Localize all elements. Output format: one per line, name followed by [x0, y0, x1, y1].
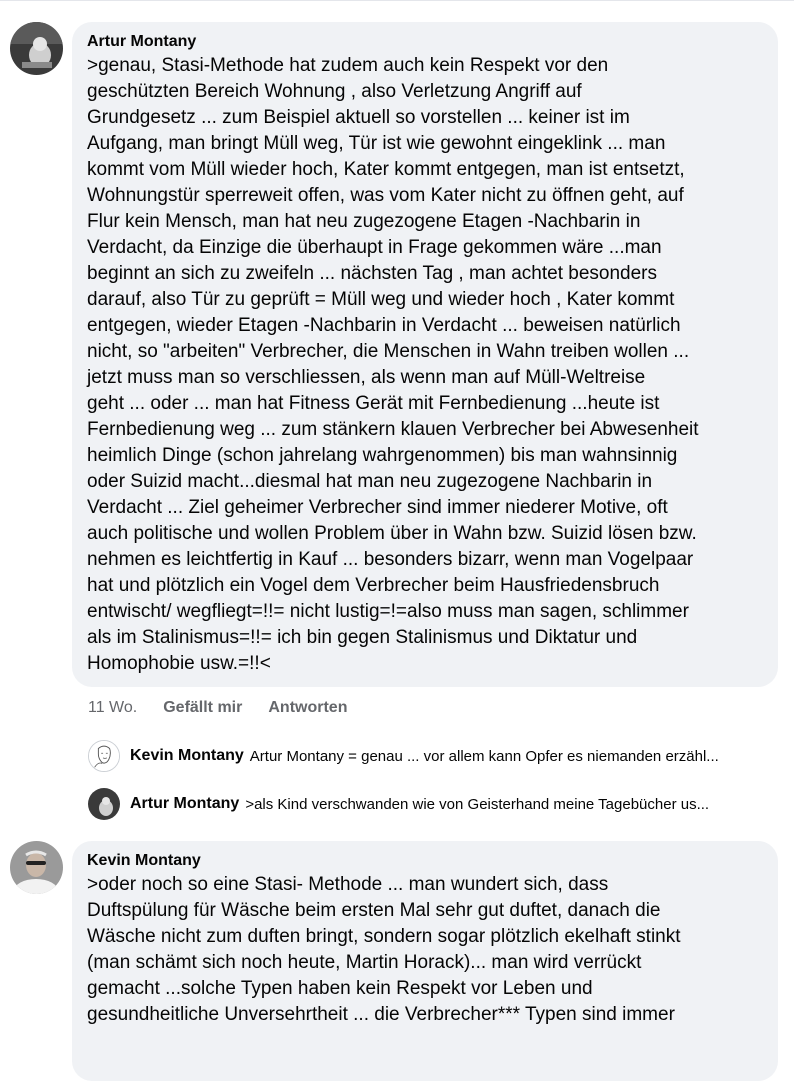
top-divider	[0, 0, 794, 1]
comment-timestamp[interactable]: 11 Wo.	[88, 699, 138, 716]
reply-button[interactable]: Antworten	[268, 699, 348, 716]
like-button[interactable]: Gefällt mir	[163, 699, 243, 716]
reply-item[interactable]	[88, 740, 788, 772]
comment-actions	[88, 697, 373, 719]
avatar-kevin-montany-sketch[interactable]	[88, 740, 120, 772]
comment-text: >genau, Stasi-Methode hat zudem auch kein Respekt vor den geschützten Bereich Wohnung , also Verletzung Angriff auf Grundgesetz ... zum Beispiel aktuell so vorstellen ... keiner ist im Aufgang, man bringt Müll weg, Tür ist wie gewohnt eingeklink ... man kommt vom Müll wieder hoch, Kater kommt entgegen, man ist entsetzt, Wohnungstür sperreweit offen, was vom Kater nicht zu öffnen geht, auf Flur kein Mensch, man hat neu zugezogene Etagen -Nachbarin in Verdacht, da Einzige die überhaupt in Frage gekommen wäre ...man beginnt an sich zu zweifeln ... nächsten Tag , man achtet besonders darauf, also Tür zu geprüft = Müll weg und wieder hoch , Kater kommt entgegen, wieder Etagen -Nachbarin in Verdacht ... beweisen natürlich nicht, so "arbeiten" Verbrecher, die Menschen in Wahn treiben wollen ... jetzt muss man so verschliessen, als wenn man auf Müll-Weltreise geht ... oder ... man hat Fitness Gerät mit Fernbedienung ...heute ist Fernbedienung weg ... zum stänkern klauen Verbrecher bei Abwesenheit heimlich Dinge (schon jahrelang wahrgenommen) bis man wahnsinnig oder Suizid macht...diesmal hat man neu zugezogene Nachbarin in Verdacht ... Ziel geheimer Verbrecher sind immer niederer Motive, oft auch politische und wollen Problem über in Wahn bzw. Suizid lösen bzw. nehmen es leichtfertig in Kauf ... besonders bizarr, wenn man Vogelpaar hat und plötzlich ein Vogel dem Verbrecher beim Hausfriedensbruch entwischt/ wegfliegt=!!= nicht lustig=!=also muss man sagen, schlimmer als im Stalinismus=!!= ich bin gegen Stalinismus und Diktatur und Homophobie usw.=!!<	[87, 55, 699, 674]
sketch-face-icon	[89, 741, 119, 771]
avatar-artur-montany[interactable]	[10, 22, 63, 75]
reply-author[interactable]: Kevin Montany	[130, 747, 244, 764]
comment-author[interactable]: Kevin Montany	[87, 852, 201, 869]
reply-author[interactable]: Artur Montany	[130, 795, 240, 812]
comment-text: >oder noch so eine Stasi- Methode ... man wundert sich, dass Duftspülung für Wäsche beim ersten Mal sehr gut duftet, danach die Wäsche nicht zum duften bringt, sondern sogar plötzlich ekelhaft stinkt (man schämt sich noch heute, Martin Horack)... man wird verrückt gemacht ...solche Typen haben kein Respekt vor Leben und gesundheitliche Unversehrtheit ... die Verbrecher*** Typen sind immer	[87, 874, 681, 1025]
profile-photo-icon	[88, 788, 120, 820]
comment-bubble	[72, 22, 778, 687]
reply-item[interactable]	[88, 788, 788, 820]
avatar-artur-montany-small[interactable]	[88, 788, 120, 820]
comment-author[interactable]: Artur Montany	[87, 33, 197, 50]
avatar-kevin-montany[interactable]	[10, 841, 63, 894]
reply-preview[interactable]: >als Kind verschwanden wie von Geisterhand meine Tagebücher us...	[245, 795, 710, 813]
reply-preview[interactable]: Artur Montany = genau ... vor allem kann Opfer es niemanden erzähl...	[249, 747, 719, 765]
profile-photo-icon	[10, 22, 63, 75]
profile-photo-icon	[10, 841, 63, 894]
comment-bubble	[72, 841, 778, 1081]
